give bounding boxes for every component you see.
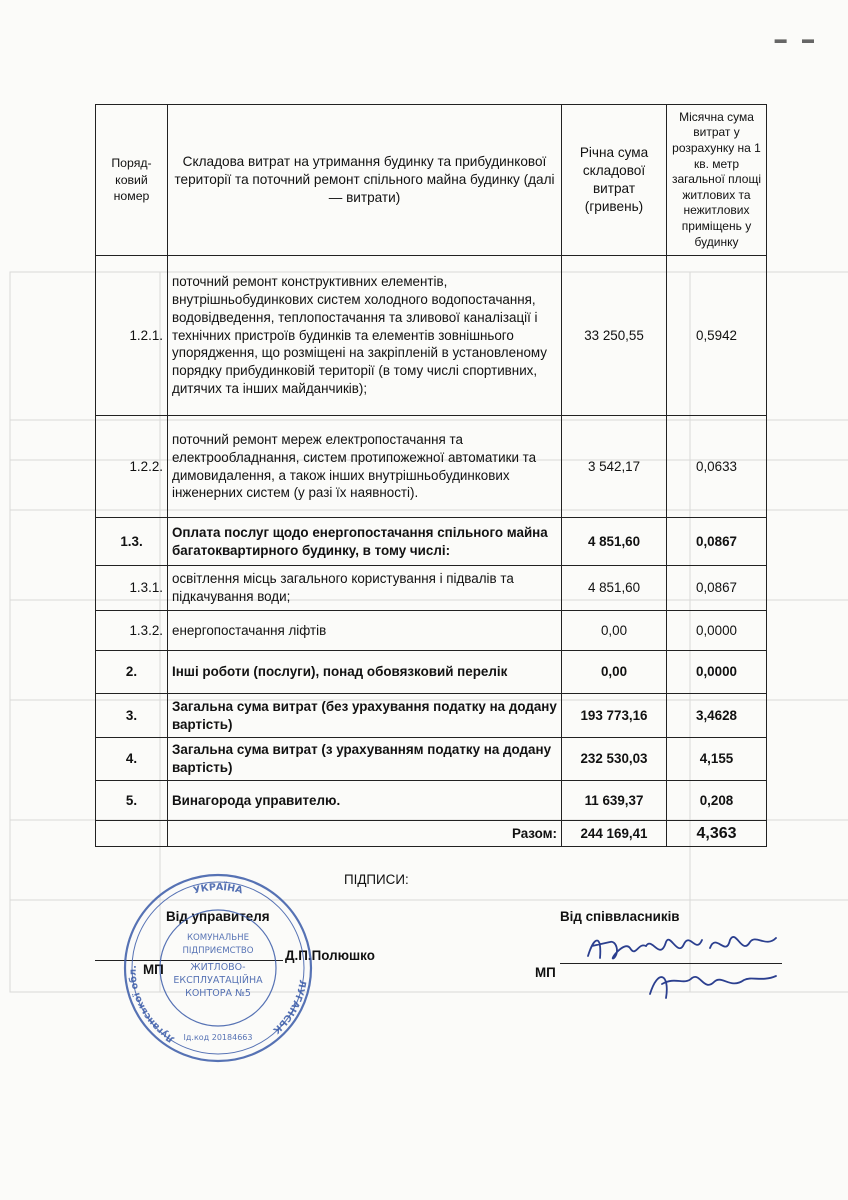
table-row <box>96 738 767 781</box>
row-annual: 4 851,60 <box>562 518 667 566</box>
table-row <box>96 651 767 694</box>
table-row <box>96 256 767 416</box>
row-monthly: 0,0000 <box>667 611 767 651</box>
table-row <box>96 416 767 518</box>
total-row <box>96 821 767 847</box>
row-annual: 0,00 <box>562 611 667 651</box>
stamp-line-3: ЖИТЛОВО- <box>190 962 246 973</box>
header-monthly-sum: Місячна сума витрат у розрахунку на 1 кв. метр загальної площі житлових та нежитлових приміщень у будинку <box>667 105 767 256</box>
row-number: 1.2.2. <box>96 416 168 518</box>
mp-right: МП <box>535 965 556 980</box>
row-description: поточний ремонт мереж електропостачання та електрообладнання, систем протипожежної автоматики та димовидалення, а також інших внутрішньобудинкових інженерних систем (у разі їх наявності). <box>168 416 562 518</box>
manager-label: Від управителя <box>166 909 270 924</box>
stamp-line-5: КОНТОРА №5 <box>185 988 251 999</box>
signatures-title: ПІДПИСИ: <box>344 872 409 887</box>
table-row <box>96 611 767 651</box>
row-description: освітлення місць загального користування і підвалів та підкачування води; <box>168 566 562 611</box>
stamp-outer-right: ЛУГАНСЬК <box>270 978 308 1036</box>
owners-handwritten-signature <box>580 918 790 1018</box>
row-description: Винагорода управителю. <box>168 781 562 821</box>
corner-marks: ▬ ▬ <box>774 32 820 46</box>
table-row <box>96 566 767 611</box>
table-row <box>96 518 767 566</box>
total-empty-cell <box>96 821 168 847</box>
row-annual: 3 542,17 <box>562 416 667 518</box>
header-annual-sum: Річна сума складової витрат (гривень) <box>562 105 667 256</box>
row-number: 4. <box>96 738 168 781</box>
stamp-line-1: КОМУНАЛЬНЕ <box>186 933 250 943</box>
stamp-outer-left: Луганської обл. <box>127 964 177 1045</box>
row-monthly: 0,5942 <box>667 256 767 416</box>
official-stamp <box>118 868 318 1068</box>
row-description: поточний ремонт конструктивних елементів, внутрішньобудинкових систем холодного водопостачання, водовідведення, теплопостачання та зливової каналізації і технічних пристроїв будинків та елементів зовнішнього упорядження, що розміщені на закріпленій в установленому порядку прибудинковій території (в тому числі спортивних, дитячих та інших майданчиків); <box>168 256 562 416</box>
total-annual: 244 169,41 <box>562 821 667 847</box>
row-monthly: 0,0867 <box>667 518 767 566</box>
row-number: 2. <box>96 651 168 694</box>
row-annual: 232 530,03 <box>562 738 667 781</box>
row-number: 3. <box>96 694 168 738</box>
row-annual: 4 851,60 <box>562 566 667 611</box>
header-number: Поряд-ковий номер <box>96 105 168 256</box>
row-monthly: 0,0633 <box>667 416 767 518</box>
row-annual: 11 639,37 <box>562 781 667 821</box>
total-monthly-value: 4,363 <box>696 825 737 842</box>
stamp-outer-top: УКРАЇНА <box>192 881 244 897</box>
table-header-row <box>96 105 767 256</box>
table-row <box>96 694 767 738</box>
row-monthly: 0,208 <box>667 781 767 821</box>
row-number: 1.3.1. <box>96 566 168 611</box>
table-row <box>96 781 767 821</box>
row-monthly: 4,155 <box>667 738 767 781</box>
cost-table <box>95 104 767 847</box>
row-annual: 0,00 <box>562 651 667 694</box>
header-description: Складова витрат на утримання будинку та прибудинкової території та поточний ремонт спільного майна будинку (далі — витрати) <box>168 105 562 256</box>
stamp-line-2: ПІДПРИЄМСТВО <box>182 946 254 956</box>
row-annual: 193 773,16 <box>562 694 667 738</box>
row-description: Інші роботи (послуги), понад обовязковий перелік <box>168 651 562 694</box>
row-description: Загальна сума витрат (без урахування податку на додану вартість) <box>168 694 562 738</box>
mp-left: МП <box>143 962 164 977</box>
row-number: 1.3.2. <box>96 611 168 651</box>
row-number: 1.3. <box>96 518 168 566</box>
row-description: Загальна сума витрат (з урахуванням податку на додану вартість) <box>168 738 562 781</box>
row-description: енергопостачання ліфтів <box>168 611 562 651</box>
row-description: Оплата послуг щодо енергопостачання спільного майна багатоквартирного будинку, в тому числі: <box>168 518 562 566</box>
row-annual: 33 250,55 <box>562 256 667 416</box>
total-label: Разом: <box>168 821 562 847</box>
total-monthly <box>667 821 767 847</box>
row-monthly: 3,4628 <box>667 694 767 738</box>
row-monthly: 0,0867 <box>667 566 767 611</box>
row-number: 5. <box>96 781 168 821</box>
manager-name: Д.П.Полюшко <box>285 948 375 963</box>
row-number: 1.2.1. <box>96 256 168 416</box>
row-monthly: 0,0000 <box>667 651 767 694</box>
stamp-outer-bottom: Ід.код 20184663 <box>183 1033 253 1042</box>
stamp-line-4: ЕКСПЛУАТАЦІЙНА <box>173 975 263 986</box>
owners-label: Від співвласників <box>560 909 680 924</box>
